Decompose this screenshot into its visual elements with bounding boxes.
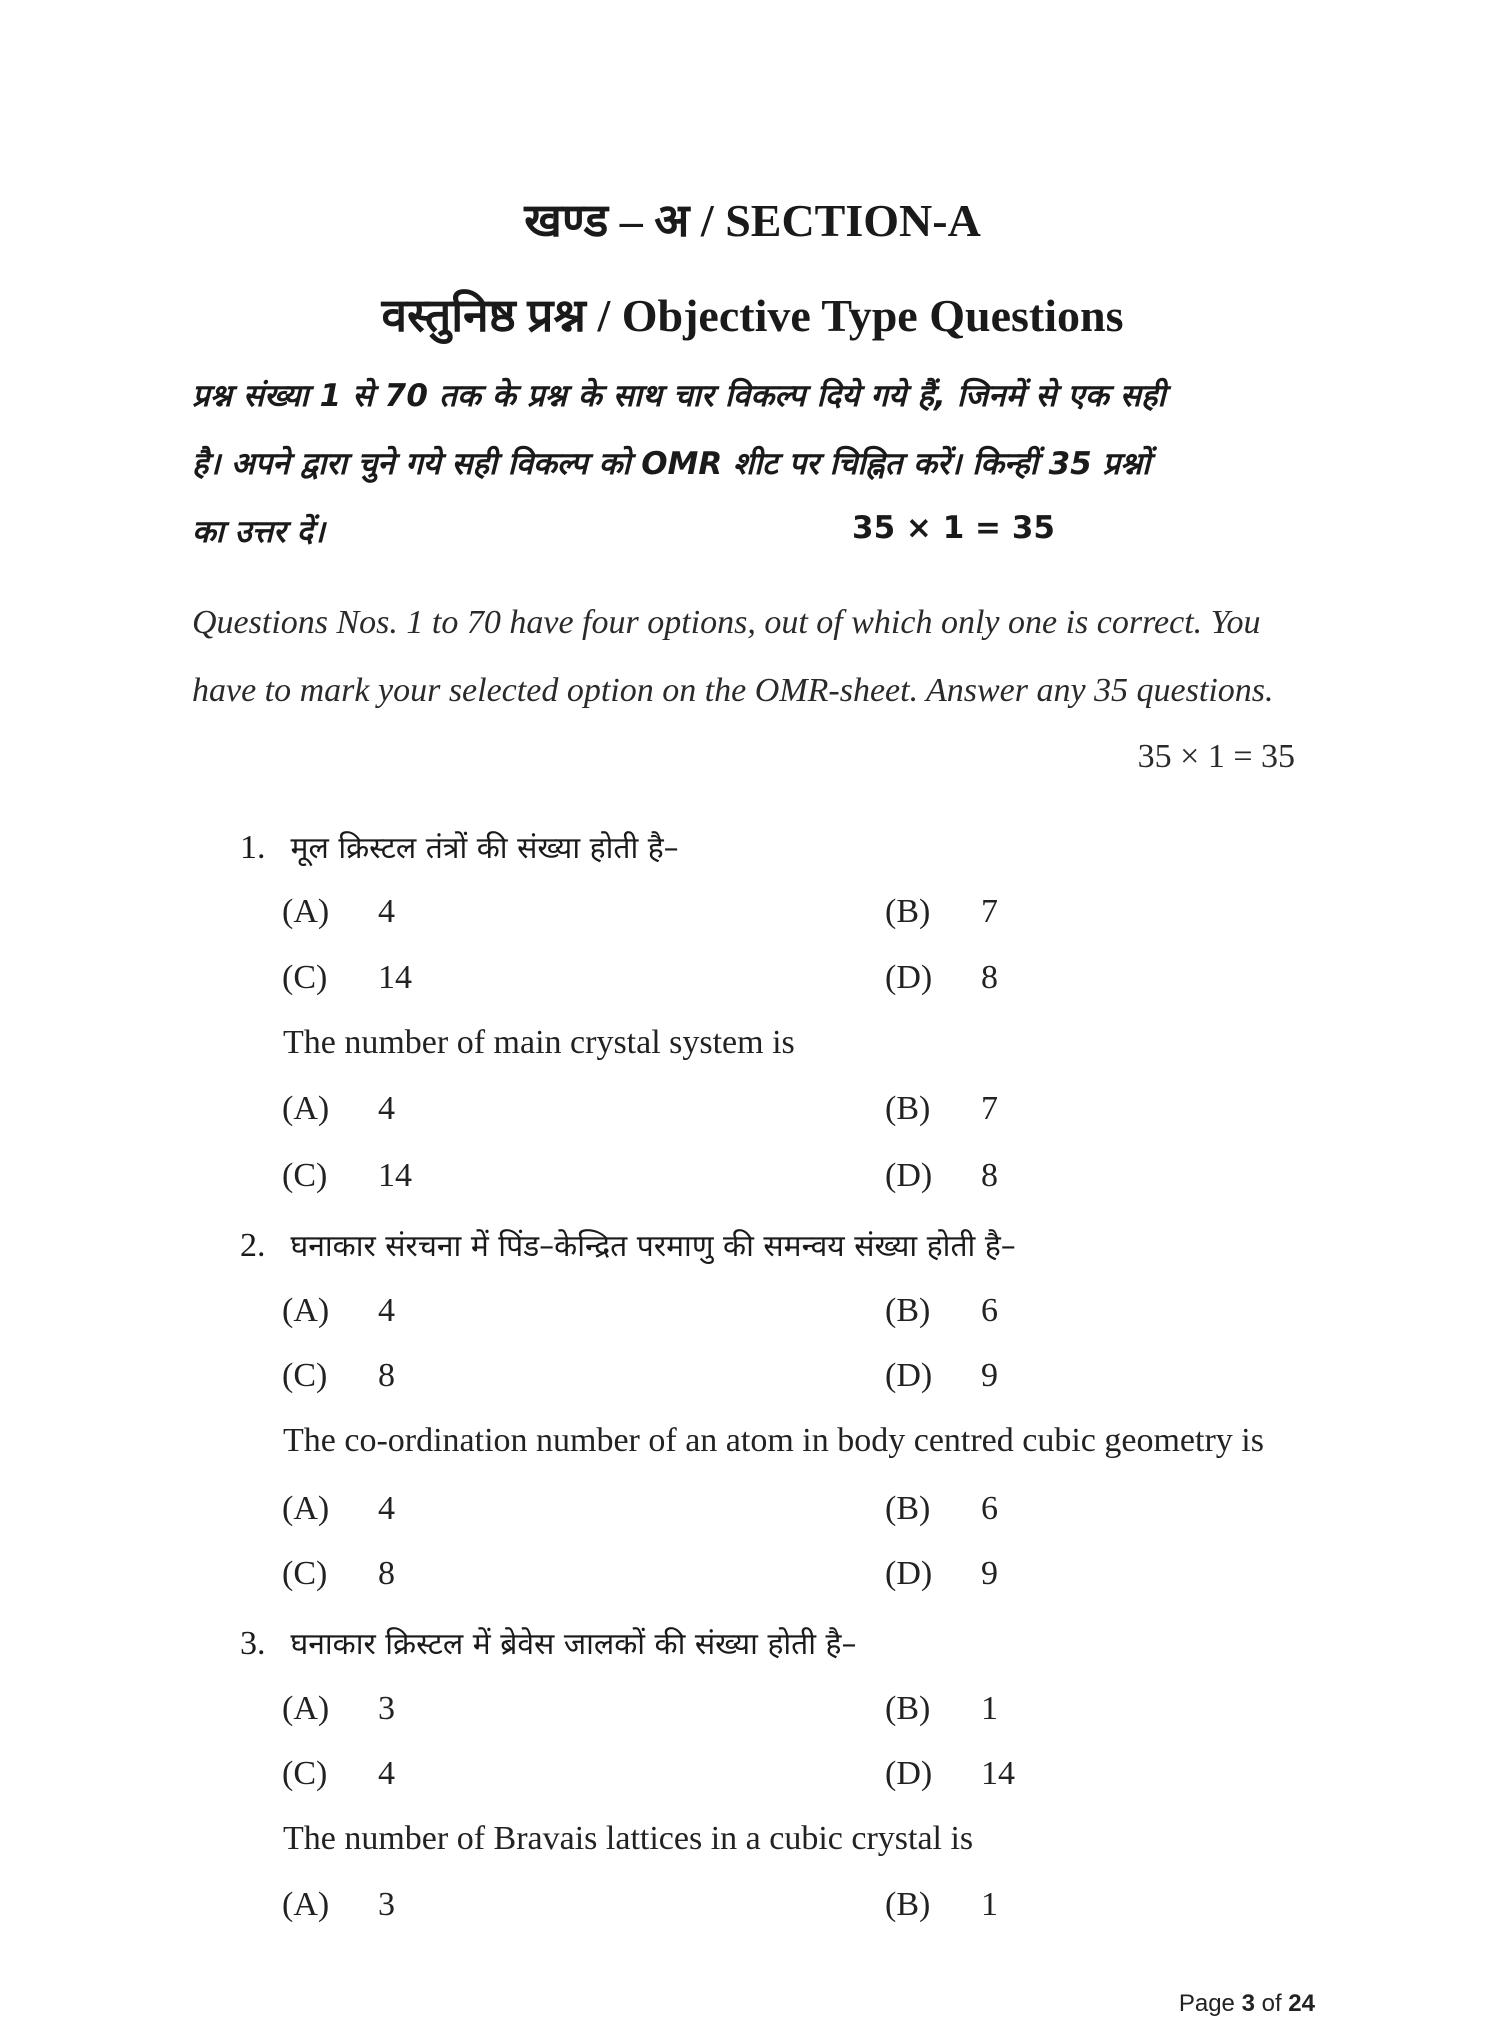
question-2-stem [240,1224,1016,1265]
section-title: खण्ड – अ / SECTION-A [524,195,981,246]
option-b: (B) 7 [885,1090,998,1127]
option-c: (C) 8 [282,1357,395,1394]
option-b: (B) 6 [885,1292,998,1329]
option-b: (B) 1 [885,1886,998,1923]
option-c: (C) 14 [282,1157,412,1194]
hindi-marks: 35 × 1 = 35 [852,510,1055,546]
option-c: (C) 8 [282,1555,395,1592]
option-d: (D) 14 [885,1755,1015,1792]
option-b: (B) 6 [885,1490,998,1527]
option-d: (D) 9 [885,1357,998,1394]
question-hindi-text: घनाकार संरचना में पिंड–केन्द्रित परमाणु की समन्वय संख्या होती है– [290,1229,1016,1264]
hindi-instruction-line-1: प्रश्न संख्या 1 से 70 तक के प्रश्न के साथ चार विकल्प दिये गये हैं, जिनमें से एक सही [192,378,1166,414]
option-c: (C) 4 [282,1755,395,1792]
option-a: (A) 4 [282,1292,395,1329]
question-english-text: The number of Bravais lattices in a cubic crystal is [283,1820,974,1857]
page-number: Page 3 of 24 [1178,1990,1315,2017]
option-a: (A) 4 [282,893,395,930]
question-3-stem [240,1622,856,1663]
option-d: (D) 9 [885,1555,998,1592]
question-hindi-text: मूल क्रिस्टल तंत्रों की संख्या होती है– [290,831,679,866]
option-a: (A) 4 [282,1090,395,1127]
option-a: (A) 3 [282,1886,395,1923]
english-marks: 35 × 1 = 35 [1137,738,1295,775]
sub-title: वस्तुनिष्ठ प्रश्न / Objective Type Questions [381,290,1124,341]
english-instruction-line-2: have to mark your selected option on the OMR-sheet. Answer any 35 questions. [192,672,1274,709]
question-number: 1. [240,829,266,866]
english-instruction-line-1: Questions Nos. 1 to 70 have four options, out of which only one is correct. You [192,604,1261,641]
option-c: (C) 14 [282,959,412,996]
option-b: (B) 7 [885,893,998,930]
hindi-instruction-line-2: है। अपने द्वारा चुने गये सही विकल्प को OMR शीट पर चिह्नित करें। किन्हीं 35 प्रश्नों [192,446,1151,482]
option-a: (A) 3 [282,1690,395,1727]
question-english-text: The co-ordination number of an atom in body centred cubic geometry is [283,1422,1264,1459]
question-english-text: The number of main crystal system is [283,1024,795,1061]
option-d: (D) 8 [885,1157,998,1194]
option-d: (D) 8 [885,959,998,996]
option-a: (A) 4 [282,1490,395,1527]
question-number: 2. [240,1227,266,1264]
question-1-stem [240,826,679,867]
question-number: 3. [240,1625,266,1662]
question-hindi-text: घनाकार क्रिस्टल में ब्रेवेस जालकों की संख्या होती है– [290,1627,857,1662]
option-b: (B) 1 [885,1690,998,1727]
hindi-instruction-line-3: का उत्तर दें। [192,514,325,550]
